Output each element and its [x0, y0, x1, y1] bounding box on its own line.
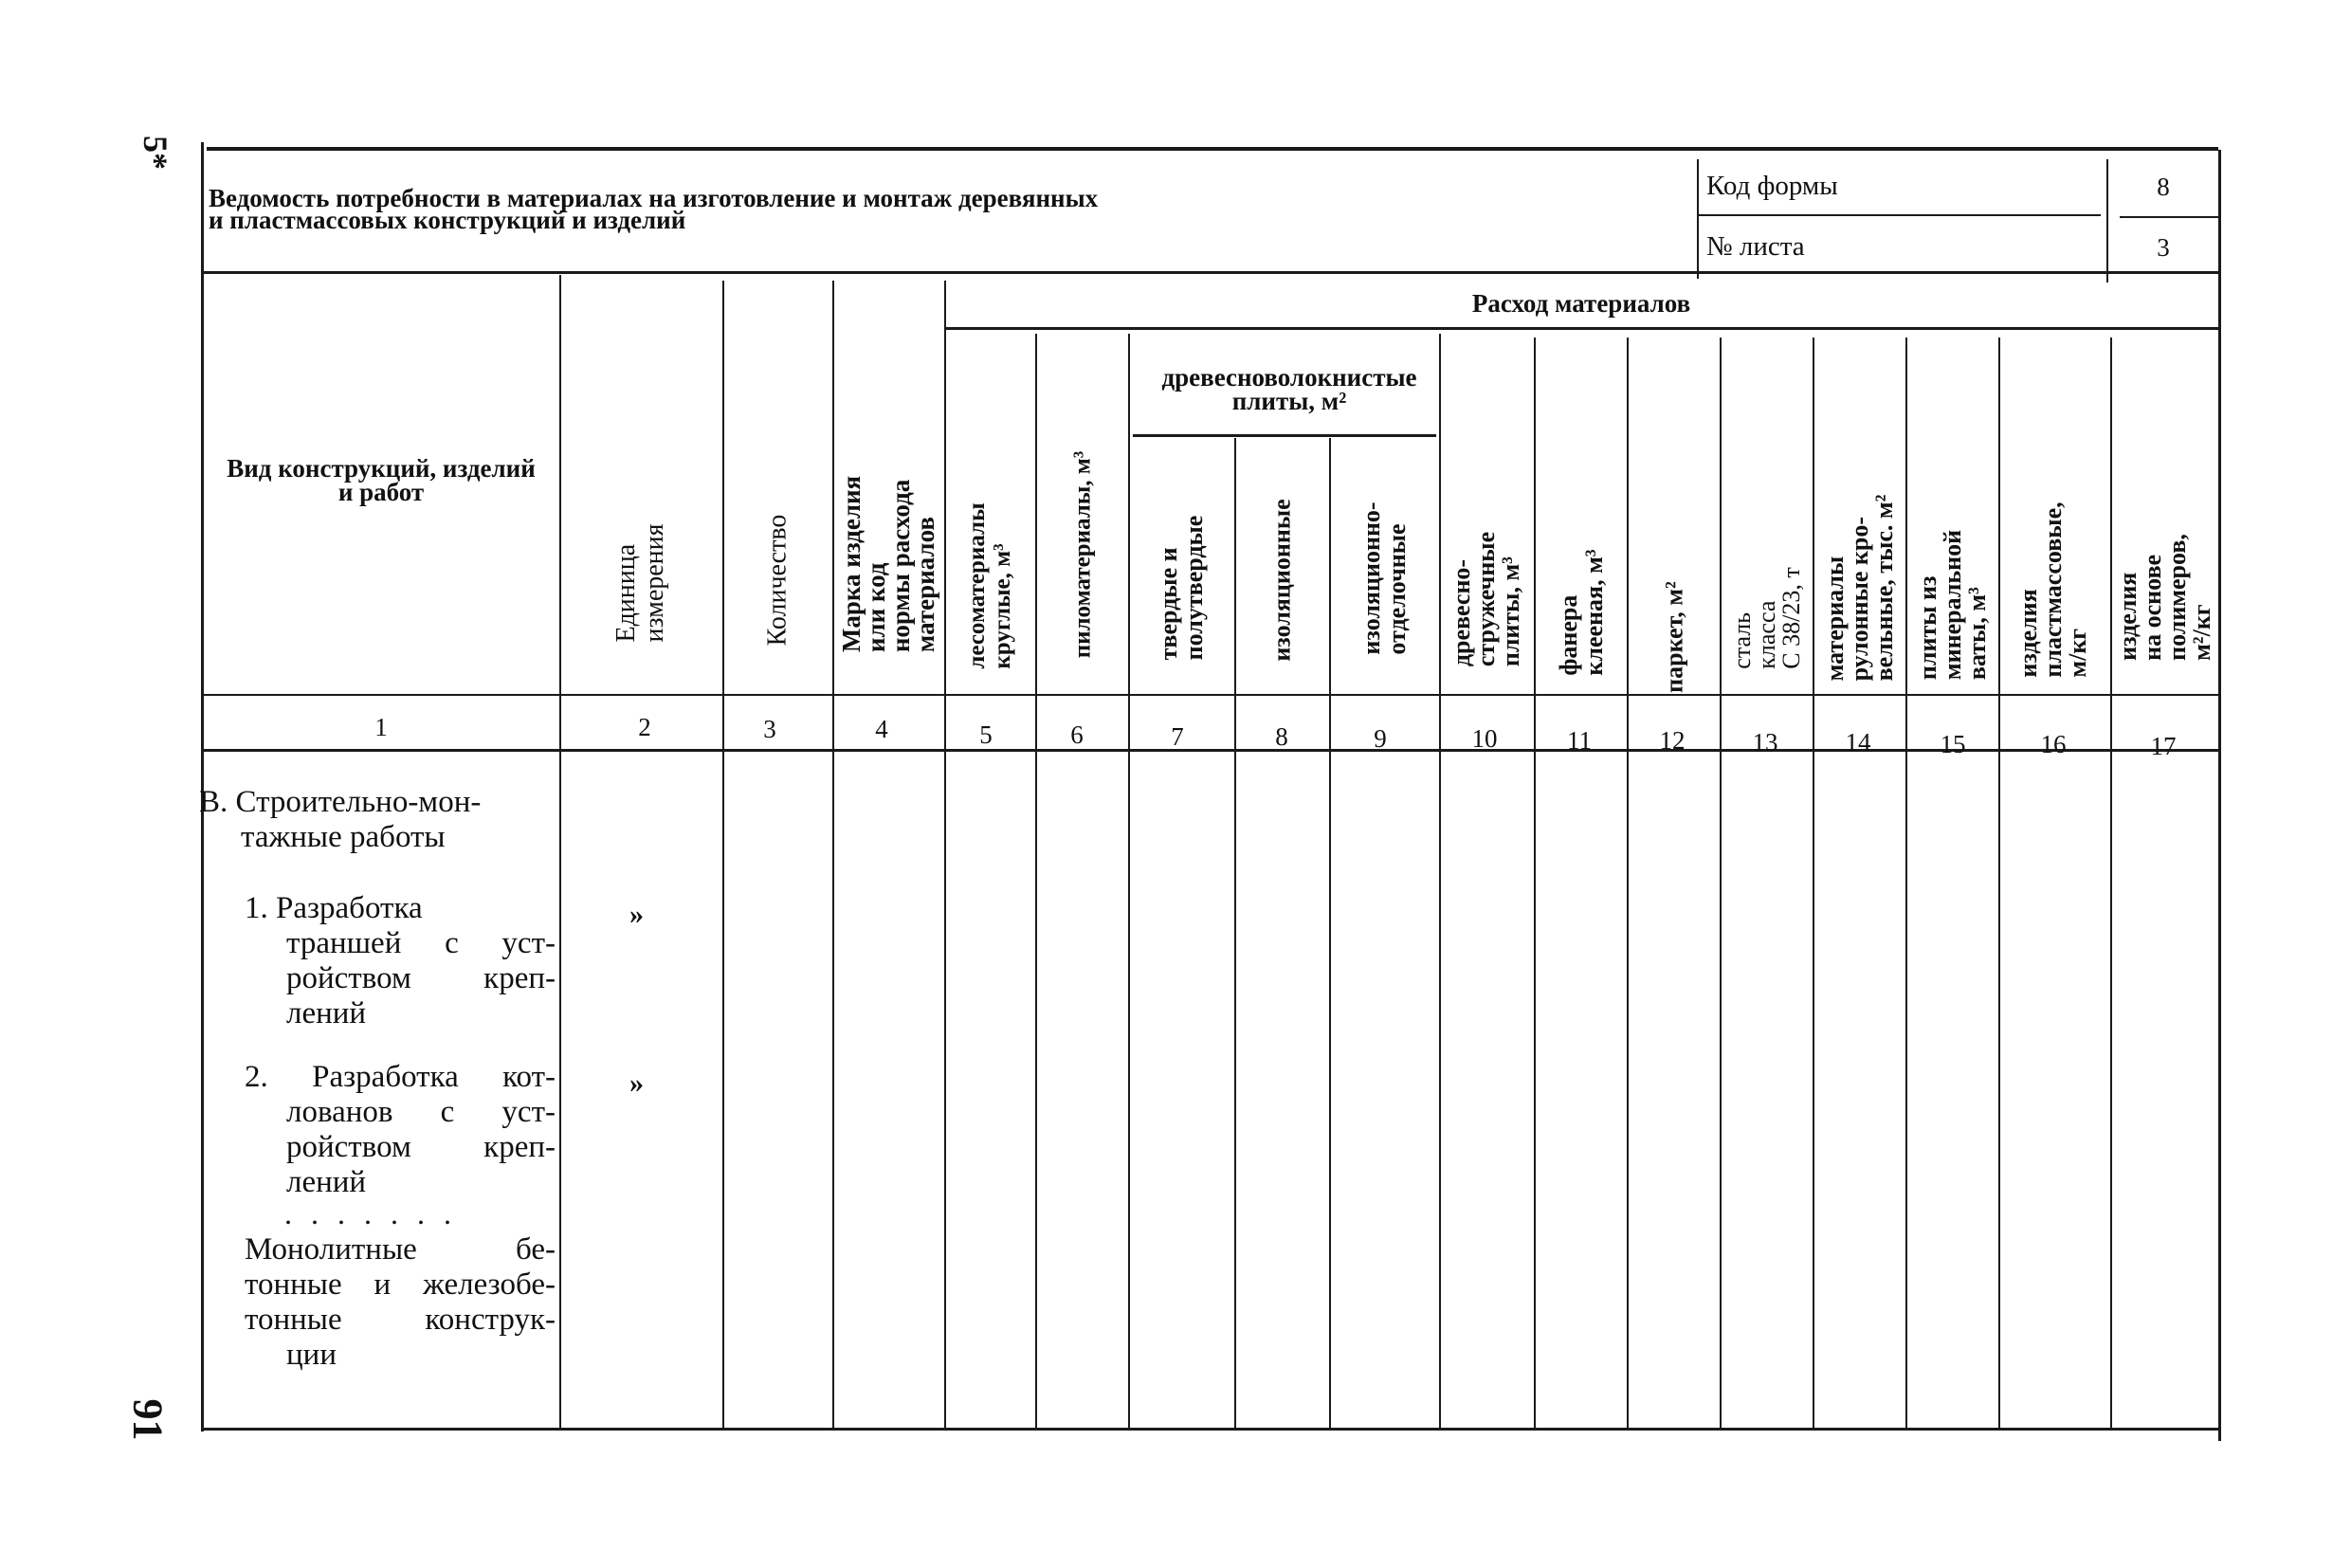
col-number: 16 [2040, 730, 2067, 758]
col-number: 9 [1374, 724, 1387, 753]
col13-line: класса [1753, 600, 1780, 669]
col12-line: паркет, м² [1660, 581, 1688, 693]
col9-line: изоляционно- [1358, 501, 1385, 655]
col5-line: круглые, м³ [990, 543, 1015, 669]
item1-unit: » [629, 899, 644, 930]
col-divider [1720, 337, 1722, 1428]
col3-header [762, 514, 793, 647]
col15-line: ваты, м³ [1963, 587, 1991, 681]
col-number: 2 [638, 713, 651, 741]
col13-line: С 38/23, т [1777, 567, 1805, 669]
frame-bottom-line [201, 1428, 2220, 1431]
col16-line: пластмассовые, [2039, 501, 2067, 678]
col4-line: материалов [911, 517, 939, 653]
col11-line: клееная, м³ [1580, 549, 1608, 676]
title-line2: и пластмассовых конструкций и изделий [209, 206, 686, 234]
col-divider [1998, 337, 2000, 1428]
col-number: 13 [1752, 728, 1778, 757]
section-heading [199, 785, 481, 855]
item3-line: Монолитные бе- [245, 1232, 556, 1267]
col14-line: вельные, тыс. м² [1870, 494, 1898, 682]
col-number: 10 [1471, 724, 1498, 753]
col-divider [1813, 337, 1814, 1428]
col17-header [2116, 534, 2214, 661]
form-info-mid-line [1699, 214, 2101, 216]
header-top-line [204, 271, 2218, 274]
item3-line: тонные и железобе- [245, 1267, 556, 1302]
numbers-top-line [204, 694, 2218, 696]
col-number: 6 [1070, 720, 1084, 749]
col-divider [559, 275, 561, 1428]
page-number: 91 [124, 1398, 172, 1441]
fiber-group-header [1161, 364, 1416, 415]
col1-header [227, 455, 536, 506]
col-number: 14 [1845, 728, 1871, 757]
col-number: 15 [1940, 730, 1966, 758]
col-number: 5 [979, 720, 993, 749]
col-divider [722, 281, 724, 1428]
col-divider [1128, 334, 1130, 1428]
col-number: 4 [875, 715, 888, 743]
form-code-value: 8 [2157, 173, 2170, 201]
item3-line: ции [286, 1338, 337, 1372]
col16-line: изделия [2014, 589, 2042, 678]
item2-unit: » [629, 1067, 644, 1099]
col-divider [1035, 334, 1037, 1428]
consumption-header: Расход материалов [1471, 289, 1691, 318]
fiber-group-line [1133, 434, 1436, 437]
col15-line: минеральной [1939, 529, 1966, 681]
ellipsis-row: . . . . . . . [284, 1196, 457, 1231]
col-number: 8 [1275, 722, 1288, 751]
col17-line: на основе [2139, 554, 2166, 661]
item1-line: лений [286, 996, 367, 1030]
col-number: 1 [374, 713, 388, 741]
col11-line: фанера [1555, 594, 1582, 676]
fiber-group-line1: древесноволокнистые [1161, 363, 1417, 392]
col10-header [1449, 532, 1523, 666]
consumption-line [946, 327, 2218, 330]
col10-line: древесно- [1448, 558, 1475, 667]
col4-line: или код [862, 562, 890, 653]
col-number: 3 [763, 715, 776, 743]
numbers-bottom-line [204, 749, 2218, 752]
col13-header [1730, 567, 1804, 668]
item1-line: траншей с уст- [286, 926, 556, 960]
sheet-value: 3 [2157, 233, 2170, 262]
col-number: 7 [1171, 722, 1184, 751]
col15-line: плиты из [1914, 575, 1941, 681]
col-divider [1627, 337, 1629, 1428]
col10-line: плиты, м³ [1497, 556, 1524, 667]
col-divider [2110, 337, 2112, 1428]
col1-header-line2: и работ [337, 478, 425, 506]
fiber-group-line2: плиты, м² [1231, 387, 1347, 415]
form-info-mid-line-2 [2120, 216, 2218, 218]
col-divider [944, 281, 946, 1428]
col10-line: стружечные [1472, 531, 1500, 667]
item1-line: ройством креп- [286, 961, 556, 995]
col9-header [1358, 501, 1410, 654]
frame-top-line [207, 147, 2218, 151]
col7-header [1156, 516, 1207, 661]
item2-line: ройством креп- [286, 1130, 556, 1164]
section-line: В. Строительно-мон- [199, 785, 482, 819]
col2-header [612, 523, 669, 642]
col2-line: Единица [611, 543, 641, 643]
col-number: 12 [1659, 726, 1686, 755]
col-divider [1234, 438, 1236, 1428]
col4-line: Марка изделия [837, 475, 866, 653]
col15-header [1916, 530, 1990, 680]
item2-line: лений [286, 1165, 367, 1199]
col17-line: изделия [2114, 572, 2141, 661]
col7-line: полутвердые [1180, 515, 1208, 661]
page-mark-top: 5* [137, 136, 174, 170]
col-divider [1439, 334, 1441, 1428]
col-number: 17 [2150, 732, 2177, 760]
title [209, 185, 1098, 234]
col17-line: м²/кг [2188, 604, 2215, 661]
col5-line: лесоматериалы [964, 502, 990, 669]
sheet-label: № листа [1706, 231, 1805, 262]
col14-line: рулонные кро- [1846, 516, 1873, 682]
item2-line: 2. Разработка кот- [245, 1060, 556, 1094]
col3-line: Количество [762, 514, 793, 647]
item1-line: 1. Разработка [245, 891, 423, 925]
item2-line: лованов с уст- [286, 1095, 556, 1129]
col14-header [1823, 495, 1897, 682]
col4-line: нормы расхода [886, 479, 915, 653]
col16-line: м/кг [2064, 628, 2091, 678]
col6-header [1070, 451, 1096, 659]
col-number: 11 [1567, 726, 1592, 755]
form-info-divider [1697, 159, 1699, 279]
item3-line: тонные конструк- [245, 1303, 556, 1337]
col-divider [1905, 337, 1907, 1428]
col2-line: измерения [640, 523, 669, 643]
col11-header [1556, 549, 1607, 675]
col1-header-line1: Вид конструкций, изделий [227, 454, 536, 483]
col4-header [839, 476, 938, 652]
col6-line: пиломатериалы, м³ [1069, 450, 1096, 659]
col5-header [964, 502, 1015, 668]
col-divider [832, 281, 834, 1428]
row-item-3 [245, 1232, 556, 1373]
form-info-value-divider [2106, 159, 2108, 283]
col14-line: материалы [1821, 556, 1849, 682]
form-code-label: Код формы [1706, 171, 1838, 201]
col7-line: твердые и [1155, 547, 1182, 661]
row-item-1 [245, 891, 556, 1031]
title-line1: Ведомость потребности в материалах на изготовление и монтаж деревянных [209, 184, 1099, 212]
row-item-2 [245, 1060, 556, 1200]
col17-line: полимеров, [2163, 534, 2191, 661]
section-line: тажные работы [241, 820, 446, 854]
col8-line: изоляционные [1267, 499, 1296, 662]
col16-header [2016, 501, 2090, 677]
col8-header [1269, 499, 1295, 661]
col13-line: сталь [1728, 611, 1756, 669]
frame-right-line [2218, 150, 2221, 1441]
col12-header [1662, 581, 1687, 693]
col9-line: отделочные [1383, 523, 1411, 655]
col-divider [1534, 337, 1536, 1428]
col-divider [1329, 438, 1331, 1428]
